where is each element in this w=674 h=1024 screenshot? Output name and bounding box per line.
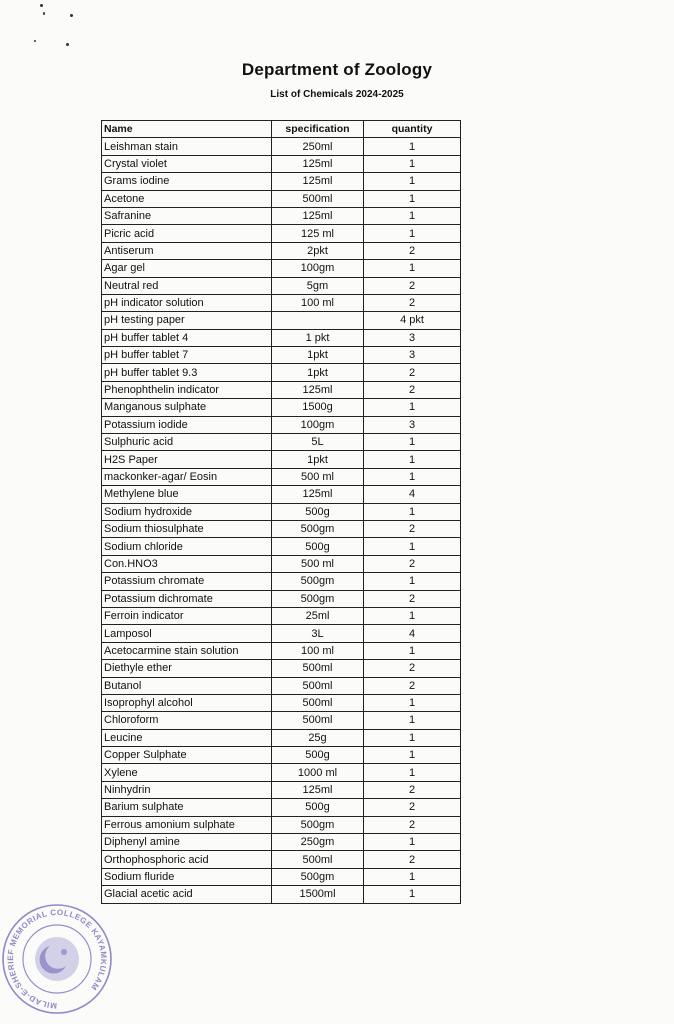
table-row (102, 590, 461, 607)
table-row (102, 173, 461, 190)
cell-quantity: 1 (364, 729, 461, 746)
cell-specification: 500ml (272, 851, 364, 868)
cell-specification: 500g (272, 799, 364, 816)
cell-quantity: 1 (364, 190, 461, 207)
cell-name: Ferroin indicator (102, 607, 272, 624)
table-row (102, 642, 461, 659)
cell-quantity: 4 pkt (364, 312, 461, 329)
cell-quantity: 1 (364, 642, 461, 659)
column-header-name: Name (102, 121, 272, 138)
table-row (102, 329, 461, 346)
cell-specification (272, 312, 364, 329)
cell-specification: 500gm (272, 573, 364, 590)
cell-quantity: 3 (364, 329, 461, 346)
cell-specification: 100gm (272, 260, 364, 277)
table-row (102, 416, 461, 433)
cell-specification: 500ml (272, 712, 364, 729)
table-row (102, 538, 461, 555)
cell-specification: 1pkt (272, 451, 364, 468)
cell-name: Sodium thiosulphate (102, 520, 272, 537)
cell-name: Methylene blue (102, 486, 272, 503)
cell-specification: 125ml (272, 781, 364, 798)
column-header-specification: specification (272, 121, 364, 138)
cell-specification: 1pkt (272, 364, 364, 381)
table-row (102, 607, 461, 624)
cell-name: Diethyle ether (102, 660, 272, 677)
table-row (102, 503, 461, 520)
cell-name: Neutral red (102, 277, 272, 294)
scan-speck (43, 12, 45, 15)
cell-specification: 125ml (272, 381, 364, 398)
table-row (102, 434, 461, 451)
table-header-row (102, 121, 461, 138)
cell-specification: 125ml (272, 173, 364, 190)
cell-quantity: 2 (364, 781, 461, 798)
cell-quantity: 2 (364, 364, 461, 381)
table-row (102, 625, 461, 642)
cell-name: Picric acid (102, 225, 272, 242)
table-row (102, 225, 461, 242)
cell-specification: 500ml (272, 677, 364, 694)
college-seal-stamp (0, 900, 115, 1015)
cell-name: Lamposol (102, 625, 272, 642)
cell-specification: 25g (272, 729, 364, 746)
cell-name: mackonker-agar/ Eosin (102, 468, 272, 485)
cell-quantity: 2 (364, 851, 461, 868)
cell-name: Con.HNO3 (102, 555, 272, 572)
table-row (102, 677, 461, 694)
table-row (102, 451, 461, 468)
scan-speck (34, 40, 36, 42)
cell-specification: 125ml (272, 155, 364, 172)
table-row (102, 312, 461, 329)
cell-name: Sulphuric acid (102, 434, 272, 451)
cell-name: pH buffer tablet 7 (102, 347, 272, 364)
cell-name: Xylene (102, 764, 272, 781)
cell-quantity: 1 (364, 207, 461, 224)
table-row (102, 468, 461, 485)
table-row (102, 260, 461, 277)
cell-specification: 125ml (272, 486, 364, 503)
table-row (102, 660, 461, 677)
table-row (102, 520, 461, 537)
cell-name: Acetocarmine stain solution (102, 642, 272, 659)
cell-specification: 25ml (272, 607, 364, 624)
cell-name: pH indicator solution (102, 294, 272, 311)
stamp-text: MILAD-E-SHERIEF MEMORIAL COLLEGE KAYAMKULAM (5, 907, 109, 1011)
cell-quantity: 1 (364, 399, 461, 416)
cell-specification: 1000 ml (272, 764, 364, 781)
cell-quantity: 1 (364, 834, 461, 851)
cell-name: Glacial acetic acid (102, 886, 272, 903)
table-row (102, 555, 461, 572)
cell-specification: 5gm (272, 277, 364, 294)
cell-specification: 500g (272, 747, 364, 764)
cell-specification: 500g (272, 503, 364, 520)
scan-speck (66, 43, 69, 46)
cell-name: pH testing paper (102, 312, 272, 329)
cell-quantity: 2 (364, 277, 461, 294)
cell-quantity: 2 (364, 677, 461, 694)
cell-name: Potassium dichromate (102, 590, 272, 607)
cell-specification: 5L (272, 434, 364, 451)
table-row (102, 381, 461, 398)
table-row (102, 868, 461, 885)
scan-speck (40, 4, 43, 7)
cell-specification: 500ml (272, 694, 364, 711)
cell-quantity: 1 (364, 503, 461, 520)
table-body (102, 138, 461, 903)
cell-specification: 100 ml (272, 642, 364, 659)
cell-specification: 250ml (272, 138, 364, 155)
cell-name: Orthophosphoric acid (102, 851, 272, 868)
cell-specification: 500g (272, 538, 364, 555)
table-row (102, 155, 461, 172)
table-row (102, 799, 461, 816)
cell-quantity: 2 (364, 381, 461, 398)
table-row (102, 764, 461, 781)
cell-quantity: 1 (364, 225, 461, 242)
cell-name: Leishman stain (102, 138, 272, 155)
cell-specification: 500ml (272, 190, 364, 207)
cell-quantity: 1 (364, 607, 461, 624)
cell-specification: 500gm (272, 590, 364, 607)
table-row (102, 399, 461, 416)
cell-name: Manganous sulphate (102, 399, 272, 416)
column-header-quantity: quantity (364, 121, 461, 138)
cell-name: Grams iodine (102, 173, 272, 190)
cell-quantity: 4 (364, 625, 461, 642)
cell-name: H2S Paper (102, 451, 272, 468)
table-row (102, 242, 461, 259)
cell-name: Potassium chromate (102, 573, 272, 590)
cell-name: pH buffer tablet 9.3 (102, 364, 272, 381)
cell-quantity: 1 (364, 260, 461, 277)
table-row (102, 347, 461, 364)
table-row (102, 190, 461, 207)
scan-speck (70, 14, 73, 17)
page-title: Department of Zoology (241, 60, 433, 79)
cell-quantity: 1 (364, 747, 461, 764)
table-row (102, 816, 461, 833)
cell-name: Butanol (102, 677, 272, 694)
cell-quantity: 4 (364, 486, 461, 503)
cell-specification: 500ml (272, 660, 364, 677)
cell-name: Crystal violet (102, 155, 272, 172)
cell-quantity: 1 (364, 712, 461, 729)
table-row (102, 781, 461, 798)
table-row (102, 729, 461, 746)
cell-quantity: 1 (364, 573, 461, 590)
cell-quantity: 2 (364, 799, 461, 816)
cell-specification: 1500g (272, 399, 364, 416)
cell-quantity: 1 (364, 868, 461, 885)
cell-quantity: 3 (364, 347, 461, 364)
cell-specification: 500gm (272, 868, 364, 885)
cell-name: Antiserum (102, 242, 272, 259)
cell-name: Sodium hydroxide (102, 503, 272, 520)
cell-specification: 500 ml (272, 555, 364, 572)
cell-quantity: 2 (364, 242, 461, 259)
table-row (102, 207, 461, 224)
cell-quantity: 2 (364, 590, 461, 607)
table-row (102, 886, 461, 903)
table-row (102, 364, 461, 381)
cell-name: Safranine (102, 207, 272, 224)
table-row (102, 747, 461, 764)
table-row (102, 851, 461, 868)
chemicals-table (101, 120, 461, 904)
cell-specification: 500gm (272, 816, 364, 833)
cell-quantity: 1 (364, 538, 461, 555)
table-row (102, 294, 461, 311)
table-row (102, 694, 461, 711)
cell-name: Sodium fluride (102, 868, 272, 885)
cell-specification: 250gm (272, 834, 364, 851)
table-row (102, 138, 461, 155)
cell-name: Phenophthelin indicator (102, 381, 272, 398)
cell-name: Acetone (102, 190, 272, 207)
cell-quantity: 1 (364, 764, 461, 781)
cell-quantity: 1 (364, 155, 461, 172)
cell-name: Ferrous amonium sulphate (102, 816, 272, 833)
table-row (102, 712, 461, 729)
cell-name: Isoprophyl alcohol (102, 694, 272, 711)
cell-quantity: 2 (364, 520, 461, 537)
table-row (102, 573, 461, 590)
cell-name: Agar gel (102, 260, 272, 277)
cell-quantity: 1 (364, 138, 461, 155)
cell-specification: 3L (272, 625, 364, 642)
cell-name: Copper Sulphate (102, 747, 272, 764)
cell-specification: 100gm (272, 416, 364, 433)
table-row (102, 834, 461, 851)
cell-quantity: 3 (364, 416, 461, 433)
table-row (102, 486, 461, 503)
cell-name: Leucine (102, 729, 272, 746)
cell-name: Barium sulphate (102, 799, 272, 816)
cell-quantity: 1 (364, 434, 461, 451)
cell-specification: 1 pkt (272, 329, 364, 346)
table-row (102, 277, 461, 294)
cell-specification: 1pkt (272, 347, 364, 364)
cell-specification: 125ml (272, 207, 364, 224)
cell-quantity: 2 (364, 555, 461, 572)
cell-quantity: 2 (364, 816, 461, 833)
cell-name: Ninhydrin (102, 781, 272, 798)
cell-quantity: 1 (364, 694, 461, 711)
cell-quantity: 2 (364, 660, 461, 677)
cell-specification: 100 ml (272, 294, 364, 311)
cell-name: pH buffer tablet 4 (102, 329, 272, 346)
cell-quantity: 2 (364, 294, 461, 311)
cell-name: Sodium chloride (102, 538, 272, 555)
cell-name: Chloroform (102, 712, 272, 729)
cell-specification: 500gm (272, 520, 364, 537)
cell-name: Diphenyl amine (102, 834, 272, 851)
cell-quantity: 1 (364, 886, 461, 903)
cell-specification: 1500ml (272, 886, 364, 903)
cell-specification: 125 ml (272, 225, 364, 242)
page-subtitle: List of Chemicals 2024-2025 (270, 89, 404, 100)
cell-quantity: 1 (364, 451, 461, 468)
cell-quantity: 1 (364, 173, 461, 190)
cell-specification: 2pkt (272, 242, 364, 259)
cell-name: Potassium iodide (102, 416, 272, 433)
cell-specification: 500 ml (272, 468, 364, 485)
cell-quantity: 1 (364, 468, 461, 485)
